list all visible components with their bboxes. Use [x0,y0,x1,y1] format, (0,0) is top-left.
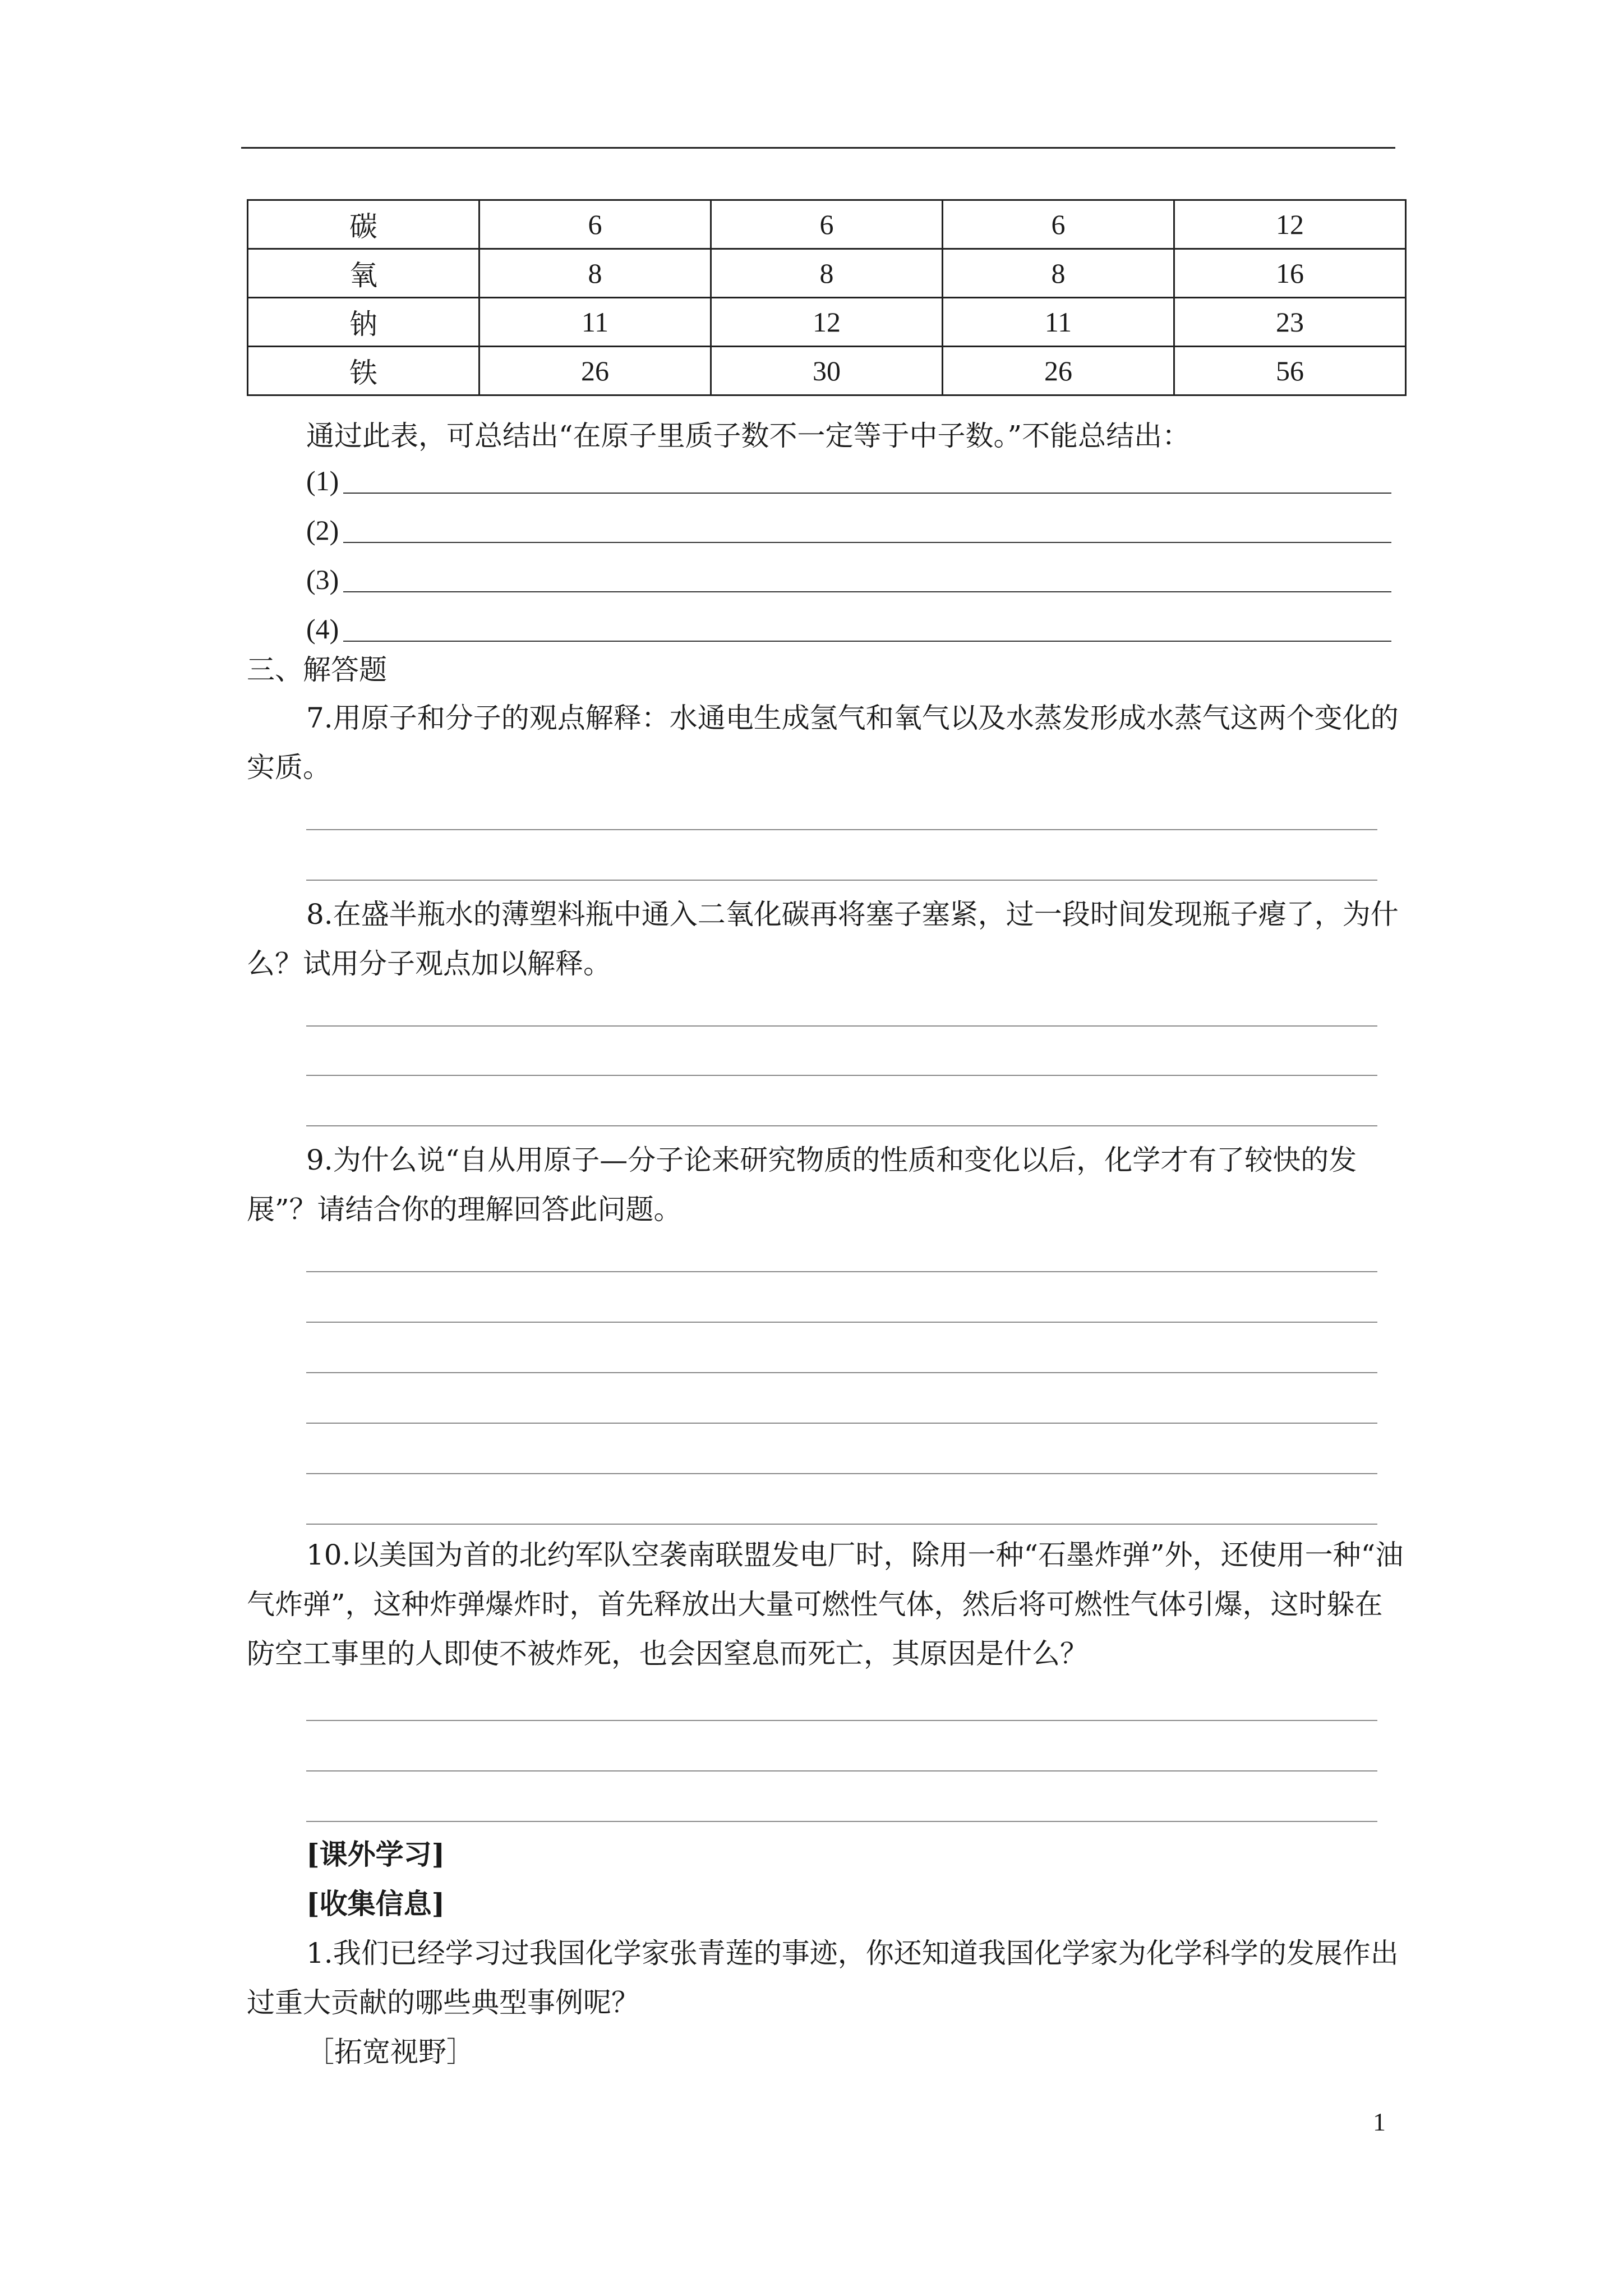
table-cell: 碳 [248,200,479,249]
answer-line[interactable] [306,1821,1377,1822]
blank-label: (3) [306,564,339,595]
answer-line[interactable] [306,1473,1377,1474]
section-heading: [收集信息] [306,1887,445,1920]
blank-line [343,542,1391,543]
table-cell: 56 [1174,347,1406,395]
answer-line[interactable] [306,1720,1377,1721]
table-cell: 12 [1174,200,1406,249]
question-8: 8.在盛半瓶水的薄塑料瓶中通入二氧化碳再将塞子塞紧，过一段时间发现瓶子瘪了，为什么？试用分子观点加以解释。 [247,898,1399,980]
table-cell: 26 [943,347,1174,395]
table-row [248,347,1406,395]
table-cell: 氧 [248,249,479,298]
section-heading: ［拓宽视野］ [306,2036,474,2068]
table-cell: 11 [479,298,711,347]
answer-line[interactable] [306,1271,1377,1272]
table-row [248,298,1406,347]
question-7: 7.用原子和分子的观点解释：水通电生成氢气和氧气以及水蒸发形成水蒸气这两个变化的实质。 [247,702,1399,784]
answer-line[interactable] [306,1372,1377,1373]
answer-line[interactable] [306,1770,1377,1772]
question-10: 10.以美国为首的北约军队空袭南联盟发电厂时，除用一种“石墨炸弹”外，还使用一种“油气炸弹”，这种炸弹爆炸时，首先释放出大量可燃性气体，然后将可燃性气体引爆，这时躲在防空工事里的人即使不被炸死，也会因窒息而死亡，其原因是什么？ [247,1539,1404,1670]
extra-item-1: 1.我们已经学习过我国化学家张青莲的事迹，你还知道我国化学家为化学科学的发展作出过重大贡献的哪些典型事例呢？ [247,1937,1399,2019]
blank-label: (1) [306,465,339,496]
answer-line[interactable] [306,1025,1377,1027]
table-cell: 8 [479,249,711,298]
blank-label: (4) [306,613,339,645]
answer-line[interactable] [306,880,1377,881]
table-cell: 8 [943,249,1174,298]
header-rule [241,147,1395,149]
answer-line[interactable] [306,1524,1377,1525]
table-row [248,200,1406,249]
table-conclusion: 通过此表，可总结出“在原子里质子数不一定等于中子数。”不能总结出： [306,420,1191,452]
answer-line[interactable] [306,1075,1377,1076]
atom-table [247,199,1407,396]
table-cell: 26 [479,347,711,395]
table-cell: 16 [1174,249,1406,298]
answer-blank-1[interactable] [306,457,1391,506]
section-title: 三、解答题 [247,654,387,686]
page-number: 1 [1373,2108,1386,2136]
answer-line[interactable] [306,829,1377,830]
answer-line[interactable] [306,1423,1377,1424]
table-row [248,249,1406,298]
table-cell: 6 [711,200,943,249]
blank-label: (2) [306,514,339,546]
table-cell: 6 [479,200,711,249]
table-cell: 23 [1174,298,1406,347]
table-cell: 6 [943,200,1174,249]
table-cell: 钠 [248,298,479,347]
table-cell: 12 [711,298,943,347]
table-cell: 11 [943,298,1174,347]
blank-line [343,641,1391,642]
answer-line[interactable] [306,1125,1377,1126]
blank-line [343,591,1391,592]
answer-blank-3[interactable] [306,555,1391,605]
table-cell: 30 [711,347,943,395]
table-cell: 铁 [248,347,479,395]
answer-blank-2[interactable] [306,506,1391,555]
table-cell: 8 [711,249,943,298]
answer-line[interactable] [306,1322,1377,1323]
question-9: 9.为什么说“自从用原子—分子论来研究物质的性质和变化以后，化学才有了较快的发展”？请结合你的理解回答此问题。 [247,1144,1357,1226]
blank-line [343,493,1391,494]
section-heading: [课外学习] [306,1838,445,1871]
